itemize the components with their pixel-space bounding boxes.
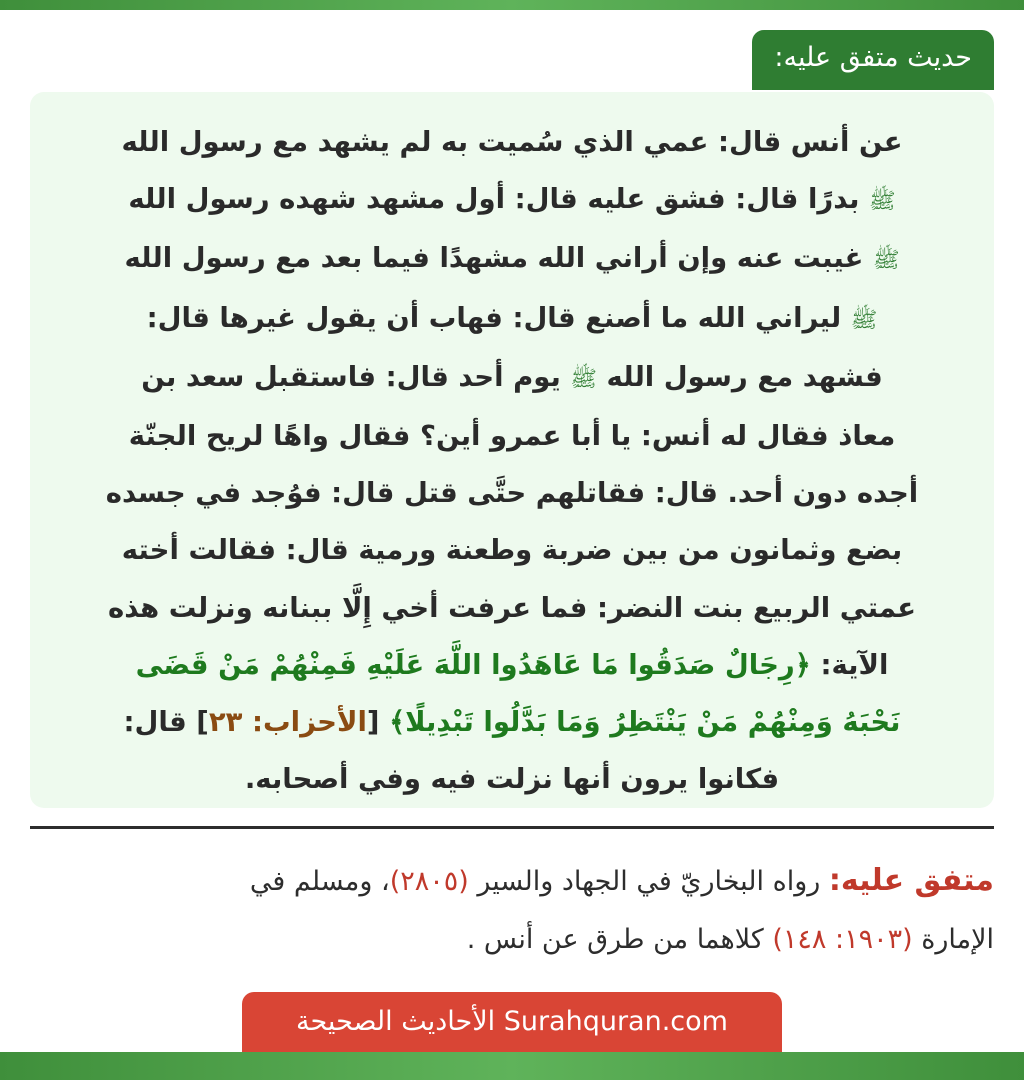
source-text: رواه البخاريّ في الجهاد والسير [468, 866, 829, 897]
hadith-line-4 [64, 290, 960, 349]
source-line-2 [30, 911, 994, 969]
top-decorative-bar [0, 0, 1024, 10]
hadith-text-segment: غيبت عنه وإن أراني الله مشهدًا فيما بعد مع رسول الله [124, 242, 873, 275]
hadith-line-5 [64, 349, 960, 408]
bottom-decorative-bar [0, 1052, 1024, 1080]
hadith-title-badge: حديث متفق عليه: [752, 30, 994, 90]
hadith-line-2 [64, 171, 960, 230]
hadith-number: (١٩٠٣: ١٤٨) [772, 924, 913, 955]
source-text: كلاهما من طرق عن أنس . [466, 924, 773, 955]
site-footer-badge: Surahquran.com الأحاديث الصحيحة [242, 992, 782, 1052]
hadith-text-segment: الآية: [810, 648, 889, 681]
hadith-line-3 [64, 230, 960, 289]
hadith-text [64, 114, 960, 808]
hadith-text-segment: بضع وثمانون من بين ضربة وطعنة ورمية قال: فقالت أخته [121, 534, 903, 567]
hadith-text-segment: يوم أحد قال: فاستقبل سعد بن [141, 360, 571, 393]
quran-verse: نَحْبَهُ وَمِنْهُمْ مَنْ يَنْتَظِرُ وَمَا بَدَّلُوا تَبْدِيلًا﴾ [389, 706, 901, 739]
hadith-number: (٢٨٠٥) [389, 866, 469, 897]
surah-reference: الأحزاب: ٢٣ [208, 706, 367, 739]
hadith-text-segment: ليراني الله ما أصنع قال: فهاب أن يقول غيرها قال: [146, 301, 851, 334]
hadith-line-6 [64, 408, 960, 465]
hadith-line-7 [64, 465, 960, 522]
source-text: الإمارة [912, 924, 994, 955]
hadith-text-segment: معاذ فقال له أنس: يا أبا عمرو أين؟ فقال واهًا لريح الجنّة [128, 420, 896, 453]
source-citation [30, 852, 994, 969]
salawat-glyph: ﷺ [850, 307, 878, 333]
hadith-line-1 [64, 114, 960, 171]
source-label: متفق عليه: [828, 863, 994, 898]
salawat-glyph: ﷺ [872, 248, 900, 274]
hadith-line-12 [64, 751, 960, 808]
hadith-text-segment: بدرًا قال: فشق عليه قال: أول مشهد شهده رسول الله [128, 183, 870, 216]
hadith-text-segment: [ [366, 706, 390, 739]
hadith-line-8 [64, 522, 960, 579]
salawat-glyph: ﷺ [570, 366, 597, 392]
hadith-text-segment: عمتي الربيع بنت النضر: فما عرفت أخي إِلَّا ببنانه ونزلت هذه [107, 591, 917, 624]
hadith-text-segment: فشهد مع رسول الله [596, 360, 883, 393]
hadith-line-9 [64, 580, 960, 637]
salawat-glyph: ﷺ [869, 189, 896, 215]
source-text: ، ومسلم في [249, 866, 390, 897]
hadith-text-box [30, 92, 994, 808]
source-line-1 [30, 852, 994, 911]
hadith-text-segment: فكانوا يرون أنها نزلت فيه وفي أصحابه. [244, 763, 780, 796]
hadith-text-segment: أجده دون أحد. قال: فقاتلهم حتَّى قتل قال: فوُجد في جسده [105, 477, 919, 510]
section-divider [30, 826, 994, 829]
hadith-line-10 [64, 637, 960, 694]
hadith-text-segment: عن أنس قال: عمي الذي سُميت به لم يشهد مع رسول الله [121, 126, 903, 158]
hadith-text-segment: ] قال: [123, 706, 209, 739]
hadith-line-11 [64, 694, 960, 751]
quran-verse: ﴿رِجَالٌ صَدَقُوا مَا عَاهَدُوا اللَّهَ عَلَيْهِ فَمِنْهُمْ مَنْ قَضَى [135, 648, 811, 681]
